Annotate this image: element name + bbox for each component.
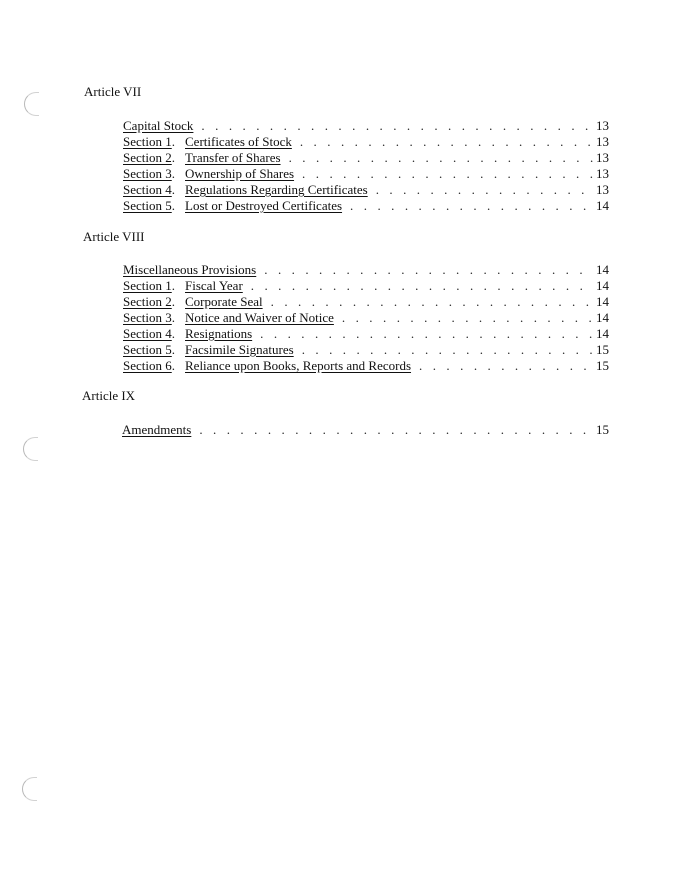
section-label: Section 6 xyxy=(123,358,172,373)
page-number: 13 xyxy=(596,118,609,133)
toc-entry[interactable]: Section 5 . Facsimile Signatures . . . 15 xyxy=(123,342,609,358)
section-label: Section 5 xyxy=(123,198,172,213)
entry-title: Notice and Waiver of Notice xyxy=(185,310,334,325)
section-label: Section 3 xyxy=(123,166,172,181)
page-number: 14 xyxy=(596,278,609,293)
toc-entry[interactable] xyxy=(123,118,609,134)
article-toc-entries xyxy=(123,262,609,374)
dot-leader xyxy=(292,134,593,150)
dot-leader xyxy=(294,166,593,182)
dot-leader xyxy=(263,294,593,310)
section-label: Section 1 xyxy=(123,134,172,149)
article-toc-entries xyxy=(123,118,609,214)
entry-title: Resignations xyxy=(185,326,253,341)
section-label: Section 2 xyxy=(123,294,172,309)
entry-title: Certificates of Stock xyxy=(185,134,292,149)
dot-leader xyxy=(256,262,593,278)
entry-title: Facsimile Signatures xyxy=(185,342,294,357)
entry-title: Fiscal Year xyxy=(185,278,243,293)
entry-title: Lost or Destroyed Certificates xyxy=(185,198,343,213)
page-number: 14 xyxy=(596,294,609,309)
section-label: Section 5 xyxy=(123,342,172,357)
dot-leader xyxy=(334,310,593,326)
article-toc-entries xyxy=(122,422,609,438)
dot-leader xyxy=(191,422,593,438)
dot-leader xyxy=(281,150,593,166)
article-heading: Article VII xyxy=(84,84,142,99)
entry-title: Reliance upon Books, Reports and Records xyxy=(185,358,412,373)
entry-title: Amendments xyxy=(122,422,192,437)
dot-leader xyxy=(193,118,593,134)
toc-entry[interactable] xyxy=(122,422,609,438)
page-number: 15 xyxy=(596,422,609,437)
section-label: Section 3 xyxy=(123,310,172,325)
dot-leader xyxy=(342,198,593,214)
entry-title: Transfer of Shares xyxy=(185,150,281,165)
dot-leader xyxy=(252,326,593,342)
toc-entry[interactable]: Section 6 . Reliance upon Books, Reports and Records . . . 15 xyxy=(123,358,609,374)
toc-entry[interactable]: Section 4 . Regulations Regarding Certificates . . . 13 xyxy=(123,182,609,198)
entry-title: Corporate Seal xyxy=(185,294,263,309)
section-label: Section 2 xyxy=(123,150,172,165)
section-label: Section 1 xyxy=(123,278,172,293)
dot-leader xyxy=(368,182,593,198)
page-number: 14 xyxy=(596,262,609,277)
toc-entry[interactable]: Section 4 . Resignations . . . 14 xyxy=(123,326,609,342)
article-heading: Article VIII xyxy=(83,229,145,244)
binder-punch-hole xyxy=(24,92,39,116)
dot-leader xyxy=(243,278,593,294)
binder-punch-hole xyxy=(22,777,37,801)
binder-punch-hole xyxy=(23,437,38,461)
toc-entry[interactable]: Section 1 . Certificates of Stock . . . 13 xyxy=(123,134,609,150)
section-label: Section 4 xyxy=(123,182,172,197)
page-number: 14 xyxy=(596,198,609,213)
page-number: 14 xyxy=(596,326,609,341)
dot-leader xyxy=(294,342,593,358)
page-number: 15 xyxy=(596,358,609,373)
page-number: 13 xyxy=(596,134,609,149)
entry-title: Ownership of Shares xyxy=(185,166,295,181)
page-number: 15 xyxy=(596,342,609,357)
toc-entry[interactable]: Section 1 . Fiscal Year . . . 14 xyxy=(123,278,609,294)
page-number: 13 xyxy=(596,150,609,165)
toc-entry[interactable]: Section 5 . Lost or Destroyed Certificates . . . 14 xyxy=(123,198,609,214)
toc-entry[interactable] xyxy=(123,262,609,278)
page-number: 14 xyxy=(596,310,609,325)
toc-entry[interactable]: Section 3 . Notice and Waiver of Notice . . . 14 xyxy=(123,310,609,326)
entry-title: Miscellaneous Provisions xyxy=(123,262,257,277)
toc-entry[interactable]: Section 2 . Corporate Seal . . . 14 xyxy=(123,294,609,310)
page-number: 13 xyxy=(596,182,609,197)
page-number: 13 xyxy=(596,166,609,181)
section-label: Section 4 xyxy=(123,326,172,341)
entry-title: Regulations Regarding Certificates xyxy=(185,182,368,197)
toc-entry[interactable]: Section 2 . Transfer of Shares . . . 13 xyxy=(123,150,609,166)
dot-leader xyxy=(411,358,593,374)
toc-entry[interactable]: Section 3 . Ownership of Shares . . . 13 xyxy=(123,166,609,182)
entry-title: Capital Stock xyxy=(123,118,194,133)
article-heading: Article IX xyxy=(82,388,136,403)
